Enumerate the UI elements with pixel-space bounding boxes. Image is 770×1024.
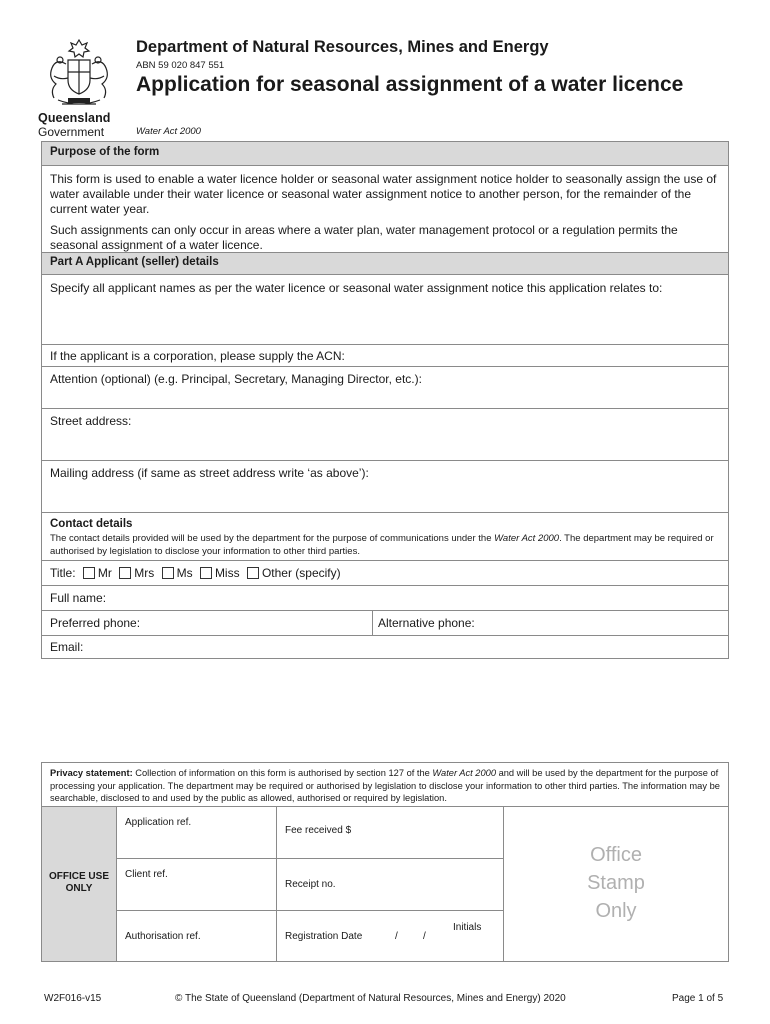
application-ref-label: Application ref.: [125, 817, 192, 828]
date-separator-2: /: [423, 931, 426, 942]
title-other-label: Other (specify): [261, 566, 341, 580]
preferred-phone-label: Preferred phone:: [50, 616, 141, 630]
date-separator-1: /: [395, 931, 398, 942]
act-name: Water Act 2000: [136, 126, 201, 137]
street-address-label: Street address:: [50, 414, 132, 428]
contact-details-heading: Contact details: [50, 518, 133, 530]
title-other-checkbox[interactable]: [247, 567, 259, 579]
preferred-phone-field[interactable]: [50, 616, 140, 630]
page-title: Application for seasonal assignment of a water licence: [136, 73, 684, 96]
stamp-text-office: Office: [590, 844, 642, 866]
title-mr-label: Mr: [97, 566, 112, 580]
authorisation-ref-label: Authorisation ref.: [125, 931, 201, 942]
application-form: [41, 141, 729, 659]
copyright-notice: © The State of Queensland (Department of Natural Resources, Mines and Energy) 2020: [175, 993, 566, 1004]
title-mr-checkbox[interactable]: [83, 567, 95, 579]
applicant-names-label: Specify all applicant names as per the water licence or seasonal water assignment notice this application relates to:: [50, 281, 663, 295]
purpose-section: [42, 166, 728, 253]
email-field[interactable]: [42, 636, 728, 658]
authorisation-ref-field[interactable]: [117, 911, 277, 961]
queensland-government-logo: [38, 36, 118, 140]
full-name-field[interactable]: [42, 586, 728, 611]
full-name-label: Full name:: [50, 591, 107, 605]
form-code: W2F016-v15: [44, 993, 102, 1004]
registration-date-label: Registration Date: [285, 931, 363, 942]
stamp-text-only: Only: [595, 900, 637, 922]
privacy-statement-label: Privacy statement:: [50, 768, 133, 778]
alternative-phone-field[interactable]: [378, 616, 475, 630]
stamp-text-stamp: Stamp: [587, 872, 645, 894]
fee-received-label: Fee received $: [285, 825, 352, 836]
purpose-paragraph-1: This form is used to enable a water licence holder or seasonal water assignment notice holder to seasonally assign the use of water available under their water licence or seasonal water assignment notice to another person, for the remainder of the current water year.: [50, 172, 717, 216]
acn-label: If the applicant is a corporation, please supply the ACN:: [50, 349, 345, 363]
receipt-no-label: Receipt no.: [285, 879, 336, 890]
receipt-no-field[interactable]: [277, 859, 504, 911]
contact-details-section: [42, 513, 728, 561]
abn-number: ABN 59 020 847 551: [136, 60, 225, 71]
logo-text-queensland: Queensland: [38, 111, 111, 125]
title-ms-checkbox[interactable]: [162, 567, 174, 579]
coat-of-arms-icon: [46, 36, 112, 110]
office-stamp-area: [504, 807, 728, 961]
logo-text-government: Government: [38, 125, 105, 139]
fee-received-field[interactable]: [277, 807, 504, 859]
mailing-address-field[interactable]: [42, 461, 728, 513]
title-label: Title:: [50, 566, 76, 580]
page-number: Page 1 of 5: [672, 993, 724, 1004]
client-ref-field[interactable]: [117, 859, 277, 911]
application-ref-field[interactable]: [117, 807, 277, 859]
title-ms-label: Ms: [176, 566, 193, 580]
attention-field[interactable]: [42, 367, 728, 409]
title-miss-checkbox[interactable]: [200, 567, 212, 579]
purpose-heading: Purpose of the form: [42, 142, 728, 166]
phone-row: [42, 611, 728, 636]
title-field: [42, 561, 728, 586]
acn-field[interactable]: [42, 345, 728, 367]
street-address-field[interactable]: [42, 409, 728, 461]
alternative-phone-label: Alternative phone:: [378, 616, 475, 630]
attention-label: Attention (optional) (e.g. Principal, Secretary, Managing Director, etc.):: [50, 372, 422, 386]
title-miss-label: Miss: [214, 566, 240, 580]
department-name: Department of Natural Resources, Mines and Energy: [136, 38, 549, 56]
part-a-heading: Part A Applicant (seller) details: [42, 253, 728, 275]
applicant-names-field[interactable]: [42, 275, 728, 345]
contact-details-note: The contact details provided will be used by the department for the purpose of communications under the Water Act 2000. The department may be required or authorised by legislation to disclose your information to other third parties.: [50, 533, 714, 557]
phone-divider: [372, 611, 373, 635]
email-label: Email:: [50, 640, 84, 654]
office-use-only-label: OFFICE USE ONLY: [42, 807, 117, 961]
initials-label: Initials: [453, 922, 482, 933]
privacy-office-box: [41, 762, 729, 962]
privacy-statement: Privacy statement: Collection of information on this form is authorised by section 127 of the Water Act 2000 and will be used by the department for the purpose of processing your application. The department may be required or authorised by legislation to disclose your information to other third parties. The information may be searchable, disclosed to and used by the public as allowed, authorised or required by legislation.: [42, 763, 728, 807]
title-mrs-checkbox[interactable]: [119, 567, 131, 579]
registration-date-field[interactable]: [277, 911, 504, 961]
mailing-address-label: Mailing address (if same as street address write ‘as above’):: [50, 466, 369, 480]
title-mrs-label: Mrs: [134, 566, 155, 580]
purpose-paragraph-2: Such assignments can only occur in areas where a water plan, water management protocol or a regulation permits the seasonal assignment of a water licence.: [50, 223, 678, 252]
client-ref-label: Client ref.: [125, 869, 168, 880]
